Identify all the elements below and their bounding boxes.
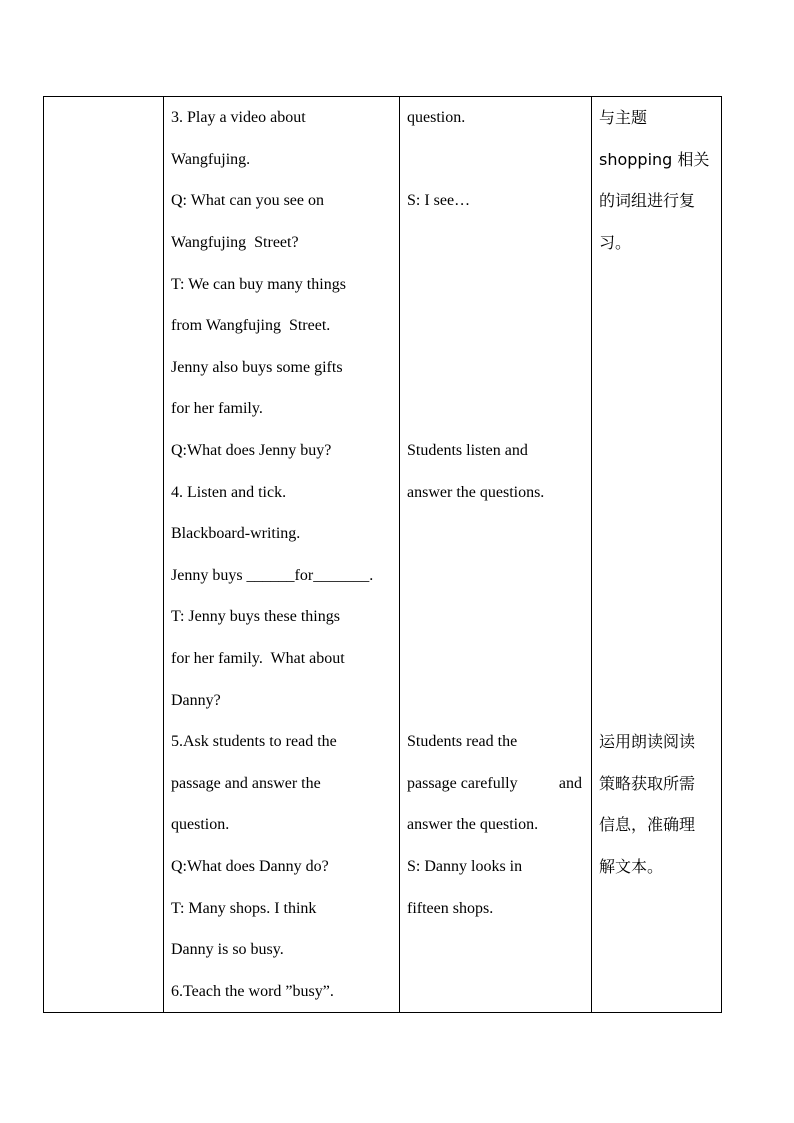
student-line: fifteen shops. [407,900,494,917]
student-line: Students listen and [407,442,528,459]
teacher-line: Wangfujing Street? [171,234,299,251]
purpose-line: shopping 相关 [599,150,710,169]
teacher-line: T: We can buy many things [171,276,346,293]
purpose-column [592,97,721,1012]
teacher-line: for her family. What about [171,650,345,667]
purpose-line: 的词组进行复 [599,191,696,210]
teacher-line: T: Many shops. I think [171,900,317,917]
teacher-line: 3. Play a video about [171,109,306,126]
student-line: question. [407,109,466,126]
purpose-line: 解文本。 [599,857,664,876]
student-line-left: passage carefully [407,775,518,792]
lesson-plan-table [43,96,722,1013]
teacher-line: from Wangfujing Street. [171,317,331,334]
student-line: Students read the [407,733,518,750]
teacher-line: Jenny also buys some gifts [171,359,343,376]
teacher-line: passage and answer the [171,775,321,792]
teacher-line: Blackboard-writing. [171,525,301,542]
teacher-line: Danny? [171,692,221,709]
purpose-line: 与主题 [599,108,648,127]
student-line: answer the question. [407,816,539,833]
purpose-line: 信息，准确理 [599,815,696,834]
student-line: S: I see… [407,192,471,209]
teacher-line: Danny is so busy. [171,941,284,958]
student-line: S: Danny looks in [407,858,523,875]
teacher-line: for her family. [171,400,263,417]
teacher-line: Q:What does Jenny buy? [171,442,332,459]
teacher-line: 5.Ask students to read the [171,733,337,750]
purpose-line: 运用朗读阅读 [599,732,696,751]
teacher-line: Q: What can you see on [171,192,324,209]
teacher-activity-column [164,97,400,1012]
teacher-line: 4. Listen and tick. [171,484,287,501]
teacher-line: T: Jenny buys these things [171,608,340,625]
student-line-right: and [558,775,582,792]
teacher-line: Jenny buys ______for_______. [171,567,374,584]
teacher-line: Q:What does Danny do? [171,858,329,875]
teacher-line: Wangfujing. [171,151,251,168]
teacher-line: 6.Teach the word ”busy”. [171,983,334,1000]
student-line [407,774,582,794]
purpose-line: 习。 [599,233,632,252]
student-line: answer the questions. [407,484,545,501]
teacher-line: question. [171,816,230,833]
stage-column [44,97,164,1012]
purpose-line: 策略获取所需 [599,774,696,793]
student-activity-column [400,97,592,1012]
